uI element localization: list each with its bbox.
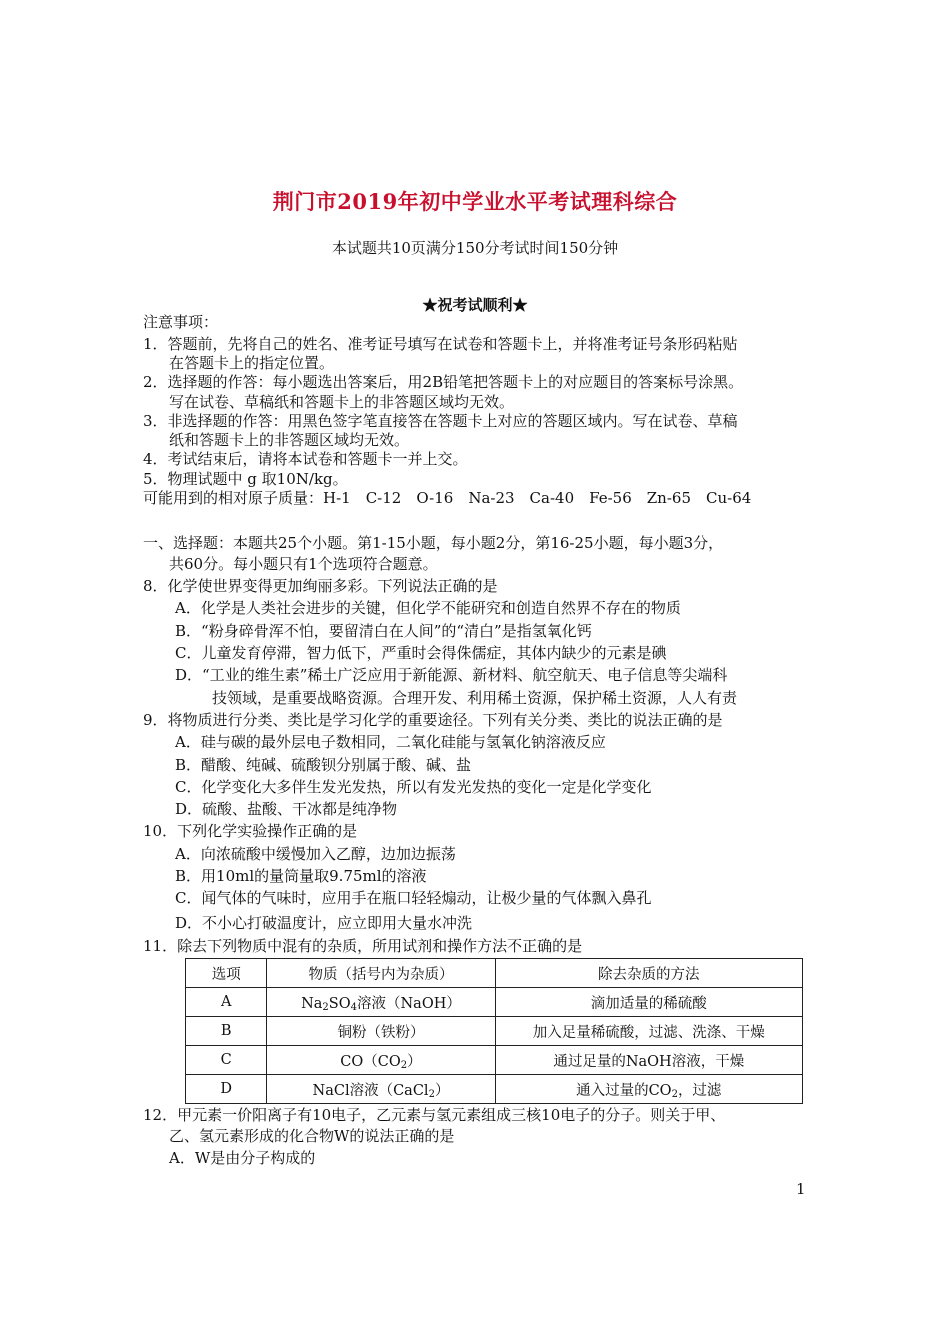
table-header-row [186, 959, 803, 988]
note-item: 3．非选择题的作答：用黑色签字笔直接答在答题卡上对应的答题区域内。写在试卷、草稿 [143, 412, 738, 430]
page-number: 1 [796, 1180, 806, 1198]
q10-option-d: D．不小心打破温度计，应立即用大量水冲洗 [175, 914, 473, 932]
notes-heading: 注意事项： [143, 313, 219, 331]
note-item: 5．物理试题中 g 取10N/kg。 [143, 470, 348, 488]
note-item: 在答题卡上的指定位置。 [169, 354, 335, 372]
note-item: 4．考试结束后，请将本试卷和答题卡一并上交。 [143, 450, 468, 468]
table-row [186, 1075, 803, 1104]
row-method: 通入过量的$CO_2$，过滤 [495, 1075, 802, 1104]
q10-option-c: C．闻气体的气味时，应用手在瓶口轻轻煽动，让极少量的气体飘入鼻孔 [175, 889, 652, 907]
row-method: 加入足量稀硫酸，过滤、洗涤、干燥 [495, 1017, 802, 1046]
row-substance: 铜粉（铁粉） [267, 1017, 495, 1046]
q9-option-c: C．化学变化大多伴生发光发热，所以有发光发热的变化一定是化学变化 [175, 778, 652, 796]
q9-option-a: A．硅与碳的最外层电子数相同，二氧化硅能与氢氧化钠溶液反应 [175, 733, 606, 751]
q11-options-table [185, 958, 803, 1104]
q9-option-b: B．醋酸、纯碱、硫酸钡分别属于酸、碱、盐 [175, 756, 472, 774]
q8-option-c: C．儿童发育停滞，智力低下，严重时会得侏儒症，其体内缺少的元素是碘 [175, 644, 667, 662]
question-11-stem: 11．除去下列物质中混有的杂质，所用试剂和操作方法不正确的是 [143, 937, 583, 955]
question-12-stem-cont: 乙、氢元素形成的化合物W的说法正确的是 [169, 1127, 455, 1145]
section-heading-cont: 共60分。每小题只有1个选项符合题意。 [169, 555, 438, 573]
q10-option-a: A．向浓硫酸中缓慢加入乙醇，边加边振荡 [175, 845, 456, 863]
header-substance: 物质（括号内为杂质） [267, 959, 495, 988]
q8-option-d-cont: 技领域，是重要战略资源。合理开发、利用稀土资源，保护稀土资源，人人有责 [212, 689, 738, 707]
q10-option-b: B．用10ml的量筒量取9.75ml的溶液 [175, 867, 427, 885]
question-8-stem: 8．化学使世界变得更加绚丽多彩。下列说法正确的是 [143, 577, 498, 595]
row-substance: NaCl溶液（CaCl$_2$） [267, 1075, 495, 1104]
note-item: 2．选择题的作答：每小题选出答案后，用2B铅笔把答题卡上的对应题目的答案标号涂黑。 [143, 373, 744, 391]
table-row [186, 1046, 803, 1075]
exam-title: 荆门市2019年初中学业水平考试理科综合 [272, 189, 678, 214]
table-row [186, 988, 803, 1017]
row-option: B [186, 1017, 267, 1046]
atomic-masses: 可能用到的相对原子质量：H-1 C-12 O-16 Na-23 Ca-40 Fe-56 Zn-65 Cu-64 [143, 489, 752, 507]
row-substance: $CO(CO_2)$ [267, 1046, 495, 1075]
note-item: 写在试卷、草稿纸和答题卡上的非答题区域均无效。 [169, 393, 515, 411]
note-item: 纸和答题卡上的非答题区域均无效。 [169, 431, 410, 449]
header-method: 除去杂质的方法 [495, 959, 802, 988]
row-substance: $Na_2SO_4$溶液（NaOH） [267, 988, 495, 1017]
section-heading: 一、选择题：本题共25个小题。第1-15小题，每小题2分，第16-25小题，每小题3分， [143, 534, 724, 552]
row-option: C [186, 1046, 267, 1075]
blessing-line: ★祝考试顺利★ [422, 296, 528, 314]
row-option: D [186, 1075, 267, 1104]
exam-subtitle: 本试题共10页满分150分考试时间150分钟 [331, 239, 619, 257]
q8-option-d: D．“工业的维生素”稀土广泛应用于新能源、新材料、航空航天、电子信息等尖端科 [175, 666, 728, 684]
question-10-stem: 10．下列化学实验操作正确的是 [143, 822, 358, 840]
q9-option-d: D．硫酸、盐酸、干冰都是纯净物 [175, 800, 398, 818]
row-method: 通过足量的NaOH溶液，干燥 [495, 1046, 802, 1075]
question-9-stem: 9．将物质进行分类、类比是学习化学的重要途径。下列有关分类、类比的说法正确的是 [143, 711, 723, 729]
q12-option-a: A．W是由分子构成的 [169, 1149, 316, 1167]
question-12-stem: 12．甲元素一价阳离子有10电子，乙元素与氢元素组成三核10电子的分子。则关于甲、 [143, 1106, 726, 1124]
table-row [186, 1017, 803, 1046]
note-item: 1．答题前，先将自己的姓名、准考证号填写在试卷和答题卡上，并将准考证号条形码粘贴 [143, 335, 738, 353]
row-method: 滴加适量的稀硫酸 [495, 988, 802, 1017]
row-option: A [186, 988, 267, 1017]
q8-option-b: B．“粉身碎骨浑不怕，要留清白在人间”的“清白”是指氢氧化钙 [175, 622, 592, 640]
header-option: 选项 [186, 959, 267, 988]
q8-option-a: A．化学是人类社会进步的关键，但化学不能研究和创造自然界不存在的物质 [175, 599, 681, 617]
